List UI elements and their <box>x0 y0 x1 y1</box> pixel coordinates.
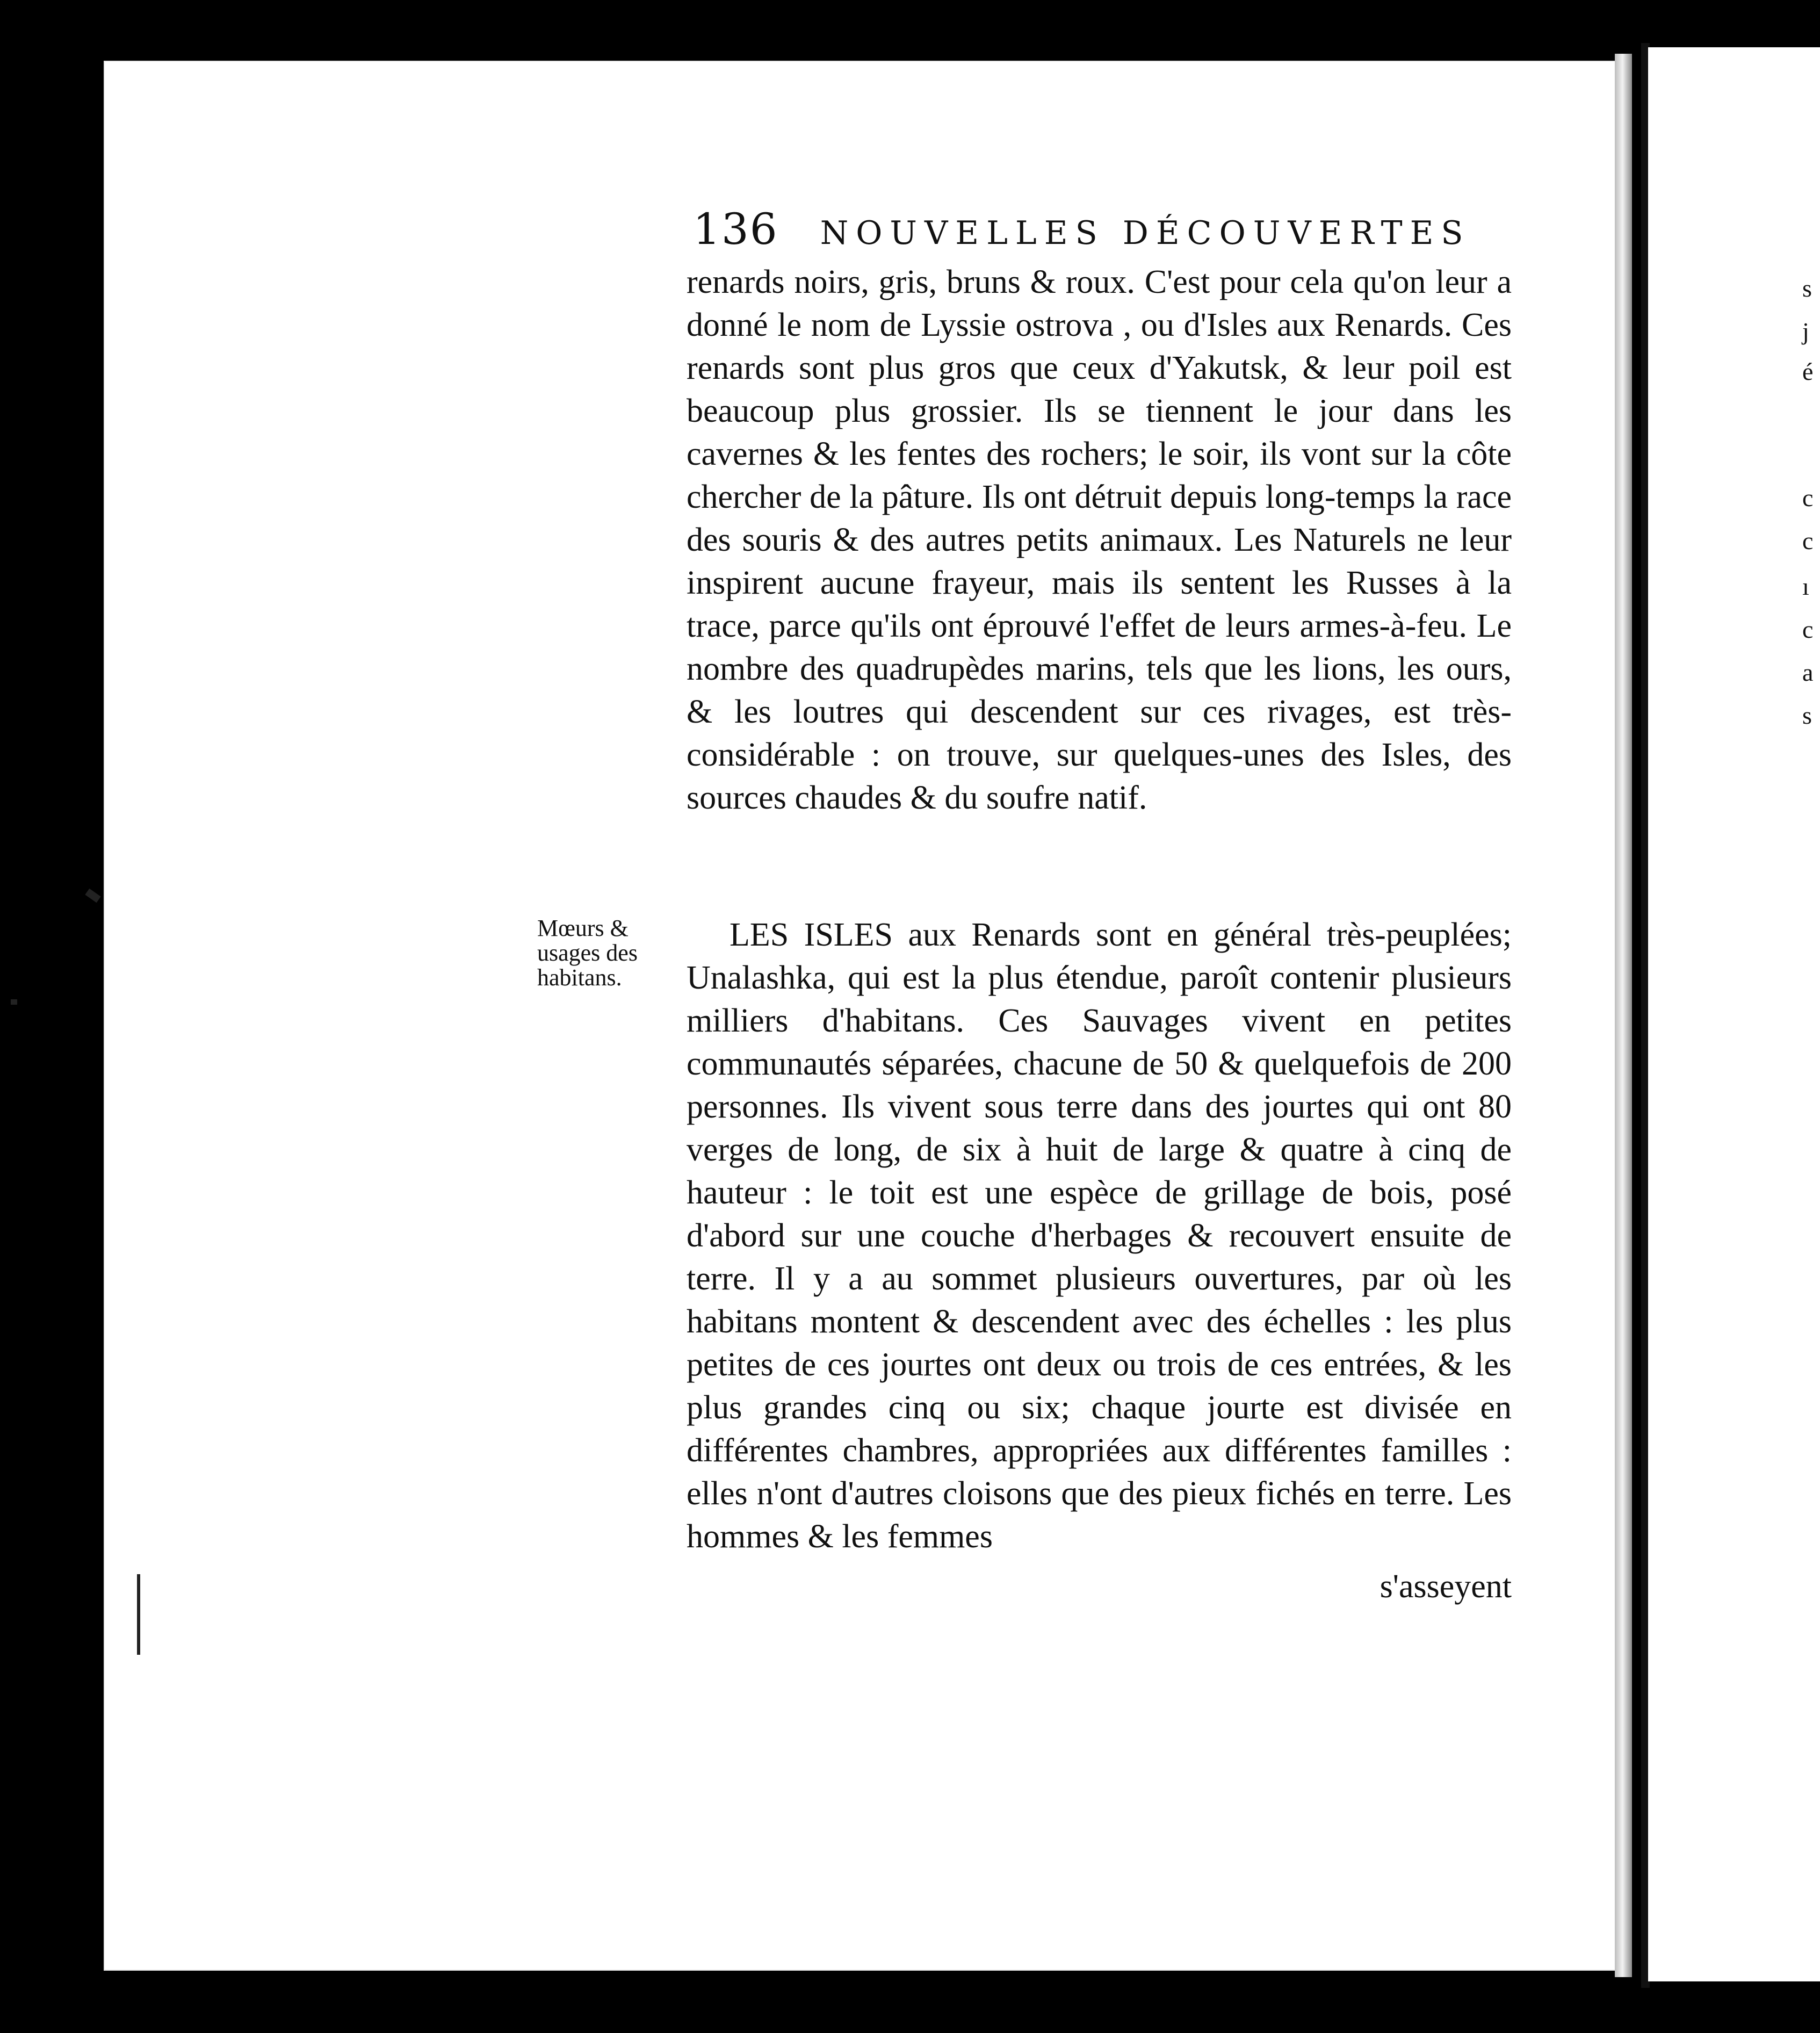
page-number: 136 <box>693 204 778 254</box>
paragraph-2: LES ISLES aux Renards sont en général très-peuplées; Unalashka, qui est la plus étendue, paroît contenir plusieurs milliers d'habitans. Ces Sauvages vivent en petites communautés séparées, chacune de 50 & quelquefois de 200 personnes. Ils vivent sous terre dans des jourtes qui ont 80 verges de long, de six à huit de large & quatre à cinq de hauteur : le toit est une espèce de grillage de bois, posé d'abord sur une couche d'herbages & recouvert ensuite de terre. Il y a au sommet plusieurs ouvertures, par où les habitans montent & descendent avec des échelles : les plus petites de ces jourtes ont deux ou trois de ces entrées, & les plus grandes cinq ou six; chaque jourte est divisée en différentes chambres, appropriées aux différentes familles : elles n'ont d'autres cloisons que des pieux fichés en terre. Les hommes & les femmes <box>687 917 1512 1555</box>
running-title: NOUVELLES DÉCOUVERTES <box>820 214 1471 252</box>
page-header <box>693 204 1515 258</box>
scan-artifact <box>137 1574 140 1655</box>
facing-page-letter: ı <box>1802 573 1809 600</box>
margin-note-line: Mœurs & <box>537 915 629 941</box>
facing-page-letter: c <box>1802 484 1814 511</box>
margin-note-line: habitans. <box>537 964 622 991</box>
facing-page-letter: c <box>1802 616 1814 643</box>
page-edge <box>1615 54 1632 1977</box>
margin-note <box>537 916 677 990</box>
margin-note-line: usages des <box>537 940 638 966</box>
facing-page-letter: j <box>1802 318 1809 345</box>
paragraph-1: renards noirs, gris, bruns & roux. C'est pour cela qu'on leur a donné le nom de Lyssie ostrova , ou d'Isles aux Renards. Ces renards sont plus gros que ceux d'Yakutsk, & leur poil est beaucoup plus grossier. Ils se tiennent le jour dans les cavernes & les fentes des rochers; le soir, ils vont sur la côte chercher de la pâture. Ils ont détruit depuis long-temps la race des souris & des autres petits animaux. Les Naturels ne leur inspirent aucune frayeur, mais ils sentent les Russes à la trace, parce qu'ils ont éprouvé l'effet de leurs armes-à-feu. Le nombre des quadrupèdes marins, tels que les lions, les ours, & les loutres qui descendent sur ces rivages, est très-considérable : on trouve, sur quelques-unes des Isles, des sources chaudes & du soufre natif. <box>687 264 1512 816</box>
facing-page-letter: s <box>1802 275 1812 302</box>
facing-page-letter: s <box>1802 702 1812 729</box>
facing-page-letter: a <box>1802 659 1814 686</box>
facing-page-letter: c <box>1802 527 1814 554</box>
facing-page <box>1648 47 1820 1981</box>
scan-artifact <box>11 999 17 1005</box>
facing-page-letter: é <box>1802 358 1814 385</box>
catchword: s'asseyent <box>1380 1568 1512 1605</box>
